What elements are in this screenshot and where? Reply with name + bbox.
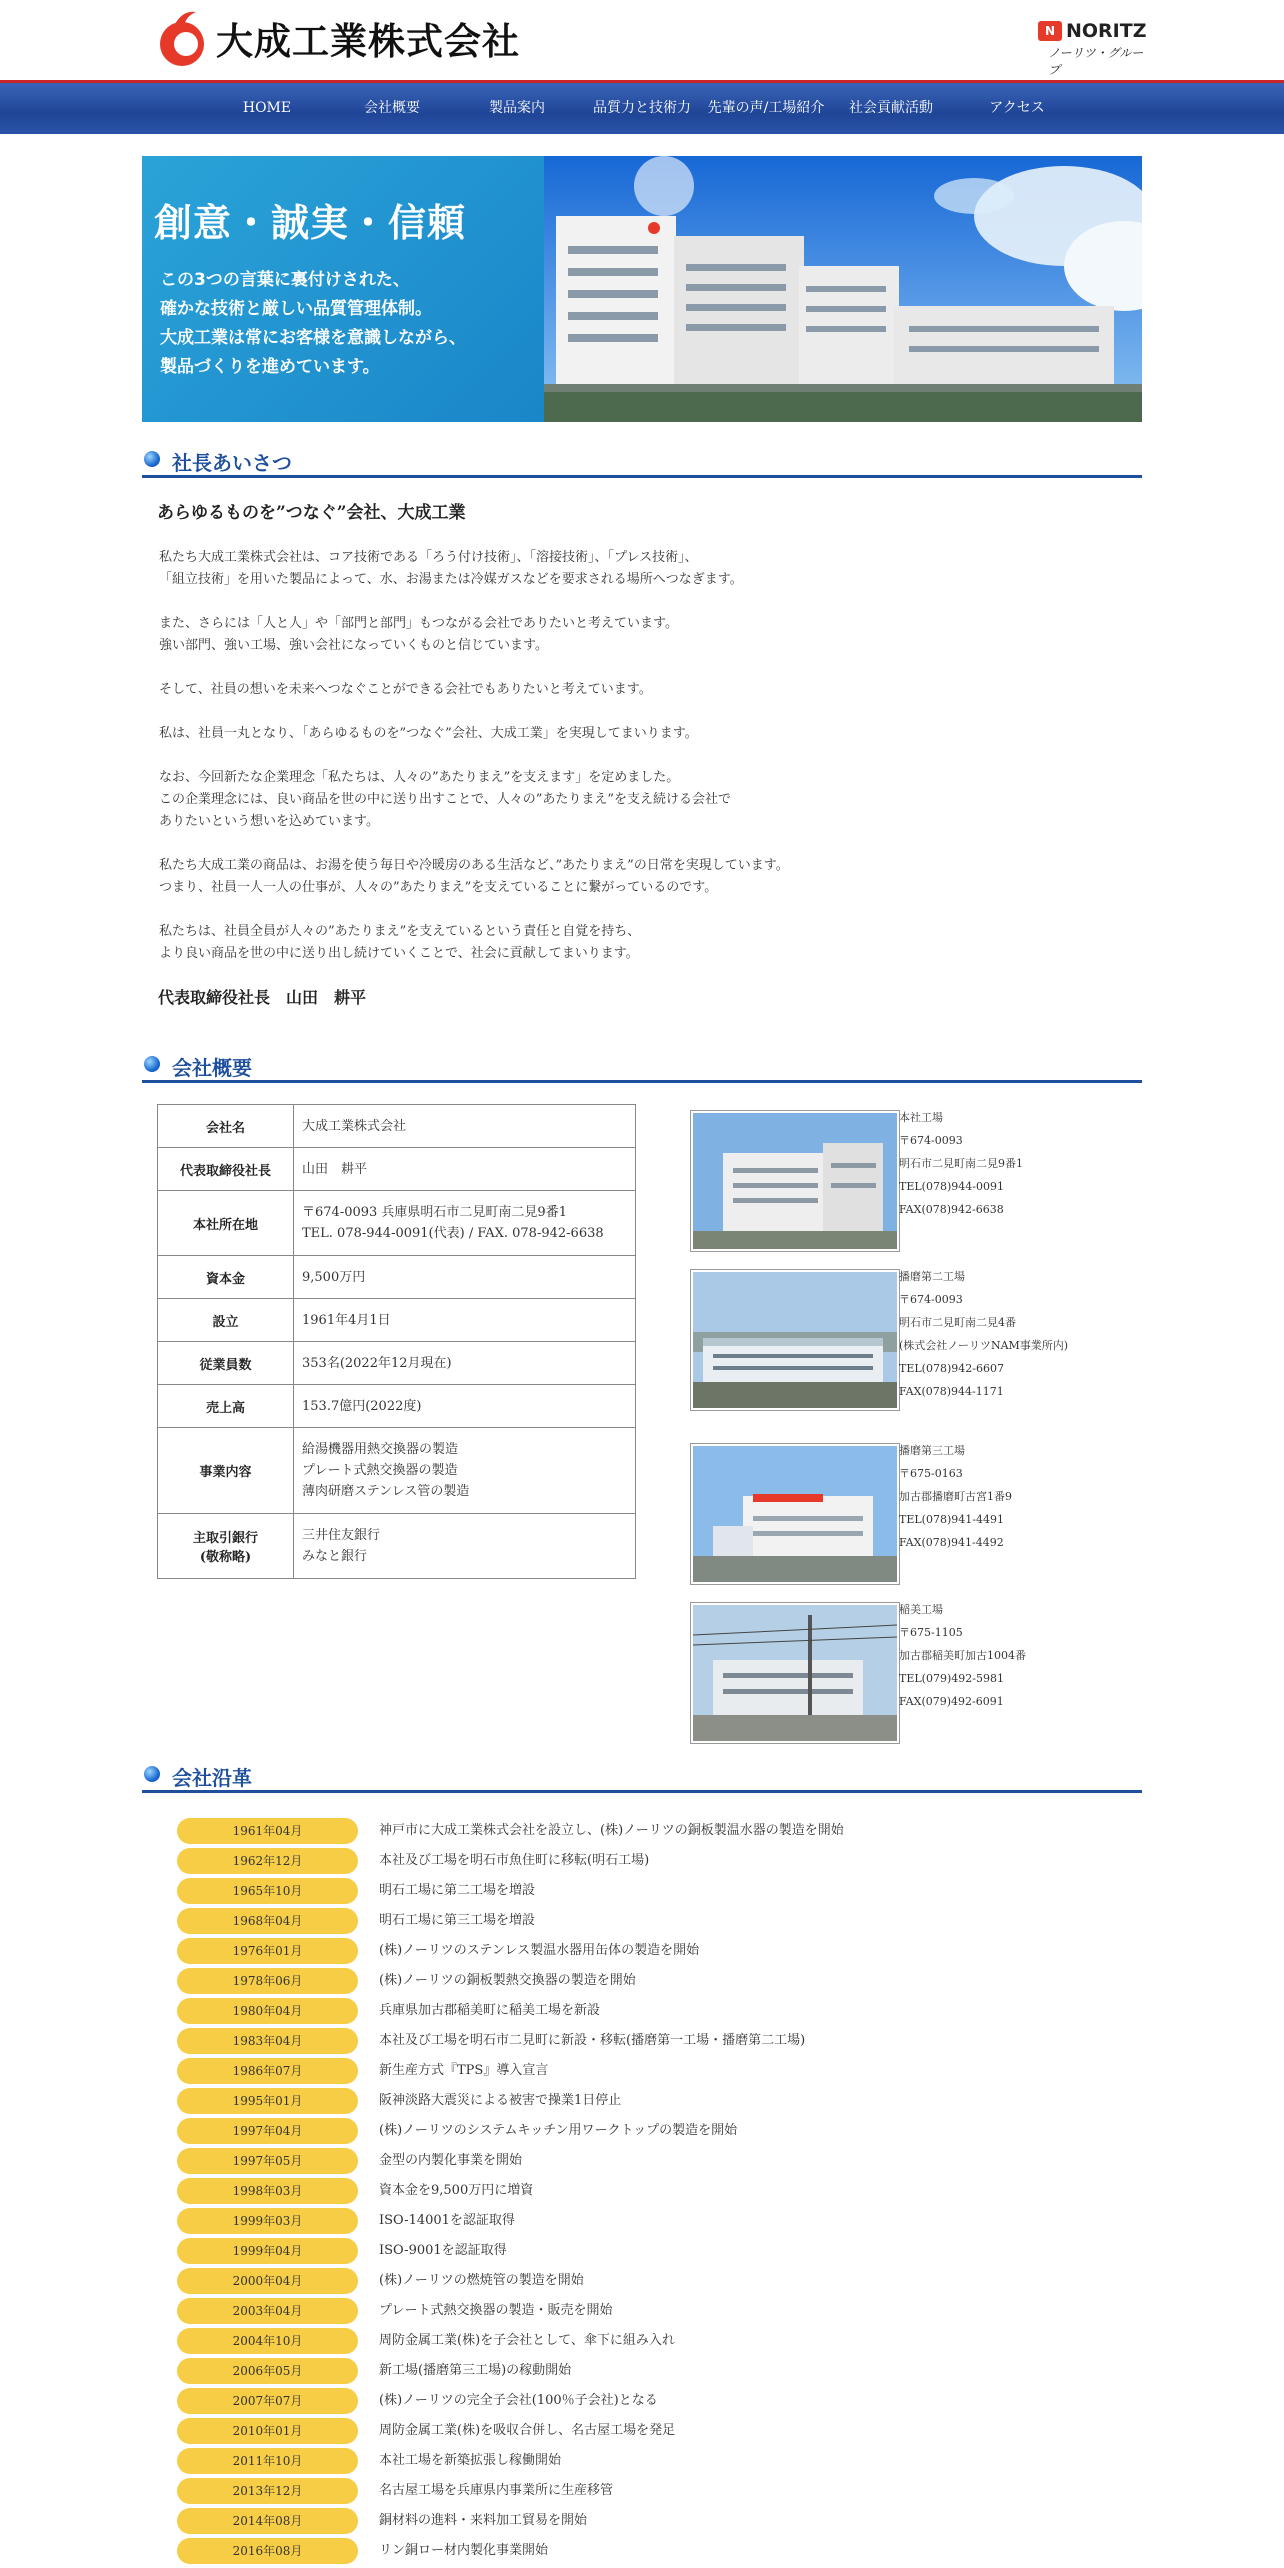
section-title: 会社沿革 — [172, 1766, 252, 1790]
history-date: 2004年10月 — [177, 2328, 358, 2354]
greeting-paragraph — [159, 723, 1059, 745]
table-key-line: (敬称略) — [199, 1550, 252, 1565]
table-key — [158, 1514, 294, 1579]
section-title: 社長あいさつ — [172, 451, 292, 475]
greeting-line: 私たちは、社員全員が人々の”あたりまえ”を支えているという責任と自覚を持ち、 — [159, 924, 641, 939]
history-date: 2014年08月 — [177, 2508, 358, 2534]
factory-photo — [690, 1110, 900, 1252]
nav-products[interactable]: 製品案内 — [489, 100, 545, 116]
table-key-line: 主取引銀行 — [192, 1531, 258, 1546]
history-date: 1997年05月 — [177, 2148, 358, 2174]
hero-line: 大成工業は常にお客様を意識しながら、 — [160, 328, 466, 348]
table-row — [158, 1342, 636, 1385]
history-date: 1995年01月 — [177, 2088, 358, 2114]
nav-home[interactable]: HOME — [242, 100, 292, 116]
history-text: (株)ノーリツのステンレス製温水器用缶体の製造を開始 — [379, 1943, 700, 1958]
factory-info — [899, 1106, 1023, 1221]
table-key: 事業内容 — [158, 1428, 294, 1514]
greeting-section-header — [142, 447, 1142, 478]
history-item — [177, 1818, 1117, 1844]
factory-info-line: 加古郡稲美町加古1004番 — [899, 1649, 1026, 1662]
history-item — [177, 2178, 1117, 2204]
history-item — [177, 2388, 1117, 2414]
greeting-line: 私たち大成工業株式会社は、コア技術である「ろう付け技術」、「溶接技術」、「プレス技術」、 — [159, 550, 698, 565]
factory-info-line: FAX(079)492-6091 — [899, 1695, 1004, 1708]
history-item — [177, 2118, 1117, 2144]
table-value-line: 薄肉研磨ステンレス管の製造 — [302, 1484, 470, 1499]
history-date: 1999年04月 — [177, 2238, 358, 2264]
section-bullet-icon — [144, 1056, 160, 1072]
table-key: 設立 — [158, 1299, 294, 1342]
history-item — [177, 2418, 1117, 2444]
history-item — [177, 2538, 1117, 2564]
factory-info-line: 加古郡播磨町古宮1番9 — [899, 1490, 1012, 1503]
table-value-line: みなと銀行 — [302, 1549, 368, 1564]
factory-info-line: TEL(078)942-6607 — [899, 1362, 1004, 1375]
table-row — [158, 1385, 636, 1428]
factory-info-line: 〒674-0093 — [899, 1293, 963, 1306]
factory-name: 播磨第三工場 — [899, 1444, 965, 1457]
table-row — [158, 1105, 636, 1148]
history-text: 周防金属工業(株)を吸収合併し、名古屋工場を発足 — [379, 2423, 676, 2438]
history-item — [177, 2088, 1117, 2114]
history-text: (株)ノーリツの銅板製熱交換器の製造を開始 — [379, 1973, 636, 1988]
nav-quality[interactable]: 品質力と技術力 — [593, 100, 691, 116]
greeting-heading: あらゆるものを”つなぐ”会社、大成工業 — [157, 503, 466, 523]
table-row — [158, 1299, 636, 1342]
table-key: 代表取締役社長 — [158, 1148, 294, 1191]
history-item — [177, 2208, 1117, 2234]
history-text: プレート式熱交換器の製造・販売を開始 — [379, 2303, 613, 2318]
history-date: 1968年04月 — [177, 1908, 358, 1934]
factory-photo — [690, 1443, 900, 1585]
nav-access[interactable]: アクセス — [989, 100, 1045, 116]
history-item — [177, 2028, 1117, 2054]
history-item — [177, 1998, 1117, 2024]
factory-info-line: 明石市二見町南二見9番1 — [899, 1157, 1023, 1170]
history-date: 2016年08月 — [177, 2538, 358, 2564]
headquarters-photo — [544, 156, 1142, 422]
factory-info — [899, 1598, 1026, 1713]
history-item — [177, 2508, 1117, 2534]
history-item — [177, 2358, 1117, 2384]
site-header — [0, 0, 1284, 82]
table-value: 山田 耕平 — [294, 1148, 636, 1191]
history-text: 神戸市に大成工業株式会社を設立し、(株)ノーリツの銅板製温水器の製造を開始 — [379, 1823, 844, 1838]
main-nav — [0, 83, 1284, 134]
hero-banner — [142, 156, 1142, 422]
noritz-logo-text: NORITZ — [1066, 20, 1147, 42]
history-date: 1976年01月 — [177, 1938, 358, 1964]
history-date: 1961年04月 — [177, 1818, 358, 1844]
noritz-logo[interactable] — [1038, 20, 1148, 78]
table-value — [294, 1514, 636, 1579]
table-value-line: 三井住友銀行 — [302, 1528, 381, 1543]
history-item — [177, 1968, 1117, 1994]
hero-line: 製品づくりを進めています。 — [160, 357, 380, 377]
history-date: 1986年07月 — [177, 2058, 358, 2084]
greeting-line: 「組立技術」を用いた製品によって、水、お湯または冷媒ガスなどを要求される場所へつなぎます。 — [159, 572, 743, 587]
factory-info-line: 〒675-1105 — [899, 1626, 963, 1639]
factory-info-line: TEL(079)492-5981 — [899, 1672, 1004, 1685]
history-text: ISO-9001を認証取得 — [379, 2243, 507, 2258]
hero-line: 確かな技術と厳しい品質管理体制。 — [160, 299, 432, 319]
history-text: 新工場(播磨第三工場)の稼動開始 — [379, 2363, 572, 2378]
history-item — [177, 2298, 1117, 2324]
history-item — [177, 1938, 1117, 1964]
greeting-paragraph — [159, 613, 1059, 657]
history-text: 明石工場に第二工場を増設 — [379, 1883, 536, 1898]
factory-info-line: TEL(078)944-0091 — [899, 1180, 1004, 1193]
factory-photo — [690, 1602, 900, 1744]
section-bullet-icon — [144, 1766, 160, 1782]
president-signature: 代表取締役社長 山田 耕平 — [158, 988, 367, 1007]
history-text: リン銅ロー材内製化事業開始 — [379, 2543, 549, 2558]
greeting-body — [159, 547, 1059, 987]
factory-info-line: TEL(078)941-4491 — [899, 1513, 1004, 1526]
factory-name: 播磨第二工場 — [899, 1270, 965, 1283]
factory-info-line: 〒674-0093 — [899, 1134, 963, 1147]
noritz-group-label: ノーリツ・グループ — [1048, 46, 1144, 77]
nav-social[interactable]: 社会貢献活動 — [849, 100, 933, 116]
greeting-paragraph — [159, 679, 1059, 701]
table-value-line: 給湯機器用熱交換器の製造 — [302, 1442, 459, 1457]
greeting-line: つまり、社員一人一人の仕事が、人々の”あたりまえ”を支えていることに繋がっているのです。 — [159, 880, 718, 895]
hero-line: この3つの言葉に裏付けされた、 — [160, 270, 410, 290]
factory-photo — [690, 1269, 900, 1411]
greeting-line: 私たち大成工業の商品は、お湯を使う毎日や冷暖房のある生活など、”あたりまえ”の日常を実現しています。 — [159, 858, 789, 873]
history-date: 1997年04月 — [177, 2118, 358, 2144]
table-key: 従業員数 — [158, 1342, 294, 1385]
history-date: 1978年06月 — [177, 1968, 358, 1994]
table-row — [158, 1514, 636, 1579]
table-row — [158, 1256, 636, 1299]
history-item — [177, 2238, 1117, 2264]
table-key: 資本金 — [158, 1256, 294, 1299]
history-item — [177, 2058, 1117, 2084]
factory-info-line: 〒675-0163 — [899, 1467, 963, 1480]
history-text: 本社工場を新築拡張し稼働開始 — [379, 2453, 562, 2468]
company-name: 大成工業株式会社 — [216, 20, 520, 63]
overview-section-header — [142, 1052, 1142, 1083]
history-text: (株)ノーリツの完全子会社(100％子会社)となる — [379, 2393, 658, 2408]
table-value — [294, 1428, 636, 1514]
section-title: 会社概要 — [172, 1056, 252, 1080]
table-value: 1961年4月1日 — [294, 1299, 636, 1342]
greeting-paragraph — [159, 921, 1059, 965]
table-row — [158, 1148, 636, 1191]
history-text: 明石工場に第三工場を増設 — [379, 1913, 536, 1928]
history-text: 金型の内製化事業を開始 — [379, 2153, 523, 2168]
factory-info-line: FAX(078)942-6638 — [899, 1203, 1004, 1216]
table-value — [294, 1191, 636, 1256]
table-value-line: TEL. 078-944-0091(代表) / FAX. 078-942-6638 — [302, 1226, 604, 1241]
history-item — [177, 2268, 1117, 2294]
company-overview-table — [157, 1104, 636, 1579]
nav-company[interactable]: 会社概要 — [364, 100, 420, 116]
history-text: (株)ノーリツのシステムキッチン用ワークトップの製造を開始 — [379, 2123, 738, 2138]
factory-photo-image — [693, 1446, 897, 1582]
history-text: 周防金属工業(株)を子会社として、傘下に組み入れ — [379, 2333, 675, 2348]
history-text: 本社及び工場を明石市二見町に新設・移転(播磨第一工場・播磨第二工場) — [379, 2033, 806, 2048]
section-bullet-icon — [144, 451, 160, 467]
table-value-line: 〒674-0093 兵庫県明石市二見町南二見9番1 — [302, 1205, 567, 1220]
factory-info — [899, 1439, 1012, 1554]
greeting-line: 私は、社員一丸となり、「あらゆるものを”つなぐ”会社、大成工業」を実現してまいります。 — [159, 726, 698, 741]
history-text: 名古屋工場を兵庫県内事業所に生産移管 — [379, 2483, 614, 2498]
company-logo[interactable] — [156, 8, 520, 68]
hero-text-panel — [142, 156, 544, 422]
table-value: 大成工業株式会社 — [294, 1105, 636, 1148]
history-item — [177, 2148, 1117, 2174]
table-value: 353名(2022年12月現在) — [294, 1342, 636, 1385]
history-item — [177, 2328, 1117, 2354]
greeting-line: ありたいという想いを込めています。 — [159, 814, 379, 829]
hero-tagline — [160, 266, 466, 382]
factory-photo-image — [693, 1113, 897, 1249]
history-section-header — [142, 1762, 1142, 1793]
history-text: 資本金を9,500万円に増資 — [379, 2183, 534, 2198]
history-item — [177, 1908, 1117, 1934]
factory-name: 本社工場 — [899, 1111, 943, 1124]
factory-info-line: 明石市二見町南二見4番 — [899, 1316, 1016, 1329]
nav-voices[interactable]: 先輩の声/工場紹介 — [707, 100, 825, 116]
history-date: 1999年03月 — [177, 2208, 358, 2234]
history-item — [177, 1848, 1117, 1874]
factory-info-line: FAX(078)944-1171 — [899, 1385, 1004, 1398]
factory-photo-image — [693, 1272, 897, 1408]
table-key: 本社所在地 — [158, 1191, 294, 1256]
history-date: 2000年04月 — [177, 2268, 358, 2294]
hero-title: 創意・誠実・信頼 — [154, 201, 467, 245]
table-row — [158, 1428, 636, 1514]
greeting-paragraph — [159, 855, 1059, 899]
table-key: 売上高 — [158, 1385, 294, 1428]
history-date: 2003年04月 — [177, 2298, 358, 2324]
table-value: 153.7億円(2022度) — [294, 1385, 636, 1428]
history-date: 1998年03月 — [177, 2178, 358, 2204]
factory-name: 稲美工場 — [899, 1603, 943, 1616]
greeting-line: より良い商品を世の中に送り出し続けていくことで、社会に貢献してまいります。 — [159, 946, 639, 961]
history-text: 新生産方式『TPS』導入宣言 — [379, 2063, 549, 2078]
greeting-line: そして、社員の想いを未来へつなぐことができる会社でもありたいと考えています。 — [159, 682, 652, 697]
history-date: 1980年04月 — [177, 1998, 358, 2024]
greeting-line: なお、今回新たな企業理念「私たちは、人々の”あたりまえ”を支えます」を定めました。 — [159, 770, 680, 785]
history-text: 阪神淡路大震災による被害で操業1日停止 — [379, 2093, 622, 2108]
greeting-paragraph — [159, 547, 1059, 591]
history-date: 1983年04月 — [177, 2028, 358, 2054]
table-row — [158, 1191, 636, 1256]
history-text: (株)ノーリツの燃焼管の製造を開始 — [379, 2273, 584, 2288]
factory-photo-image — [693, 1605, 897, 1741]
history-date: 2007年07月 — [177, 2388, 358, 2414]
history-date: 1962年12月 — [177, 1848, 358, 1874]
table-value-line: プレート式熱交換器の製造 — [302, 1463, 458, 1478]
table-key: 会社名 — [158, 1105, 294, 1148]
history-text: 兵庫県加古郡稲美町に稲美工場を新設 — [379, 2003, 601, 2018]
noritz-mark-icon: N — [1038, 21, 1062, 41]
table-value: 9,500万円 — [294, 1256, 636, 1299]
greeting-line: また、さらには「人と人」や「部門と部門」もつながる会社でありたいと考えています。 — [159, 616, 678, 631]
greeting-paragraph — [159, 767, 1059, 833]
factory-info-line: FAX(078)941-4492 — [899, 1536, 1004, 1549]
history-item — [177, 1878, 1117, 1904]
greeting-line: 強い部門、強い工場、強い会社になっていくものと信じています。 — [159, 638, 548, 653]
history-date: 2013年12月 — [177, 2478, 358, 2504]
greeting-line: この企業理念には、良い商品を世の中に送り出すことで、人々の”あたりまえ”を支え続ける会社で — [159, 792, 732, 807]
history-text: ISO-14001を認証取得 — [379, 2213, 515, 2228]
factory-info — [899, 1265, 1068, 1403]
history-item — [177, 2448, 1117, 2474]
history-date: 2006年05月 — [177, 2358, 358, 2384]
history-item — [177, 2478, 1117, 2504]
factory-info-line: (株式会社ノーリツNAM事業所内) — [899, 1339, 1069, 1352]
history-date: 2011年10月 — [177, 2448, 358, 2474]
company-logo-icon — [156, 8, 208, 68]
history-text: 銅材料の進料・来料加工貿易を開始 — [379, 2513, 588, 2528]
history-date: 2010年01月 — [177, 2418, 358, 2444]
history-date: 1965年10月 — [177, 1878, 358, 1904]
history-text: 本社及び工場を明石市魚住町に移転(明石工場) — [379, 1853, 650, 1868]
